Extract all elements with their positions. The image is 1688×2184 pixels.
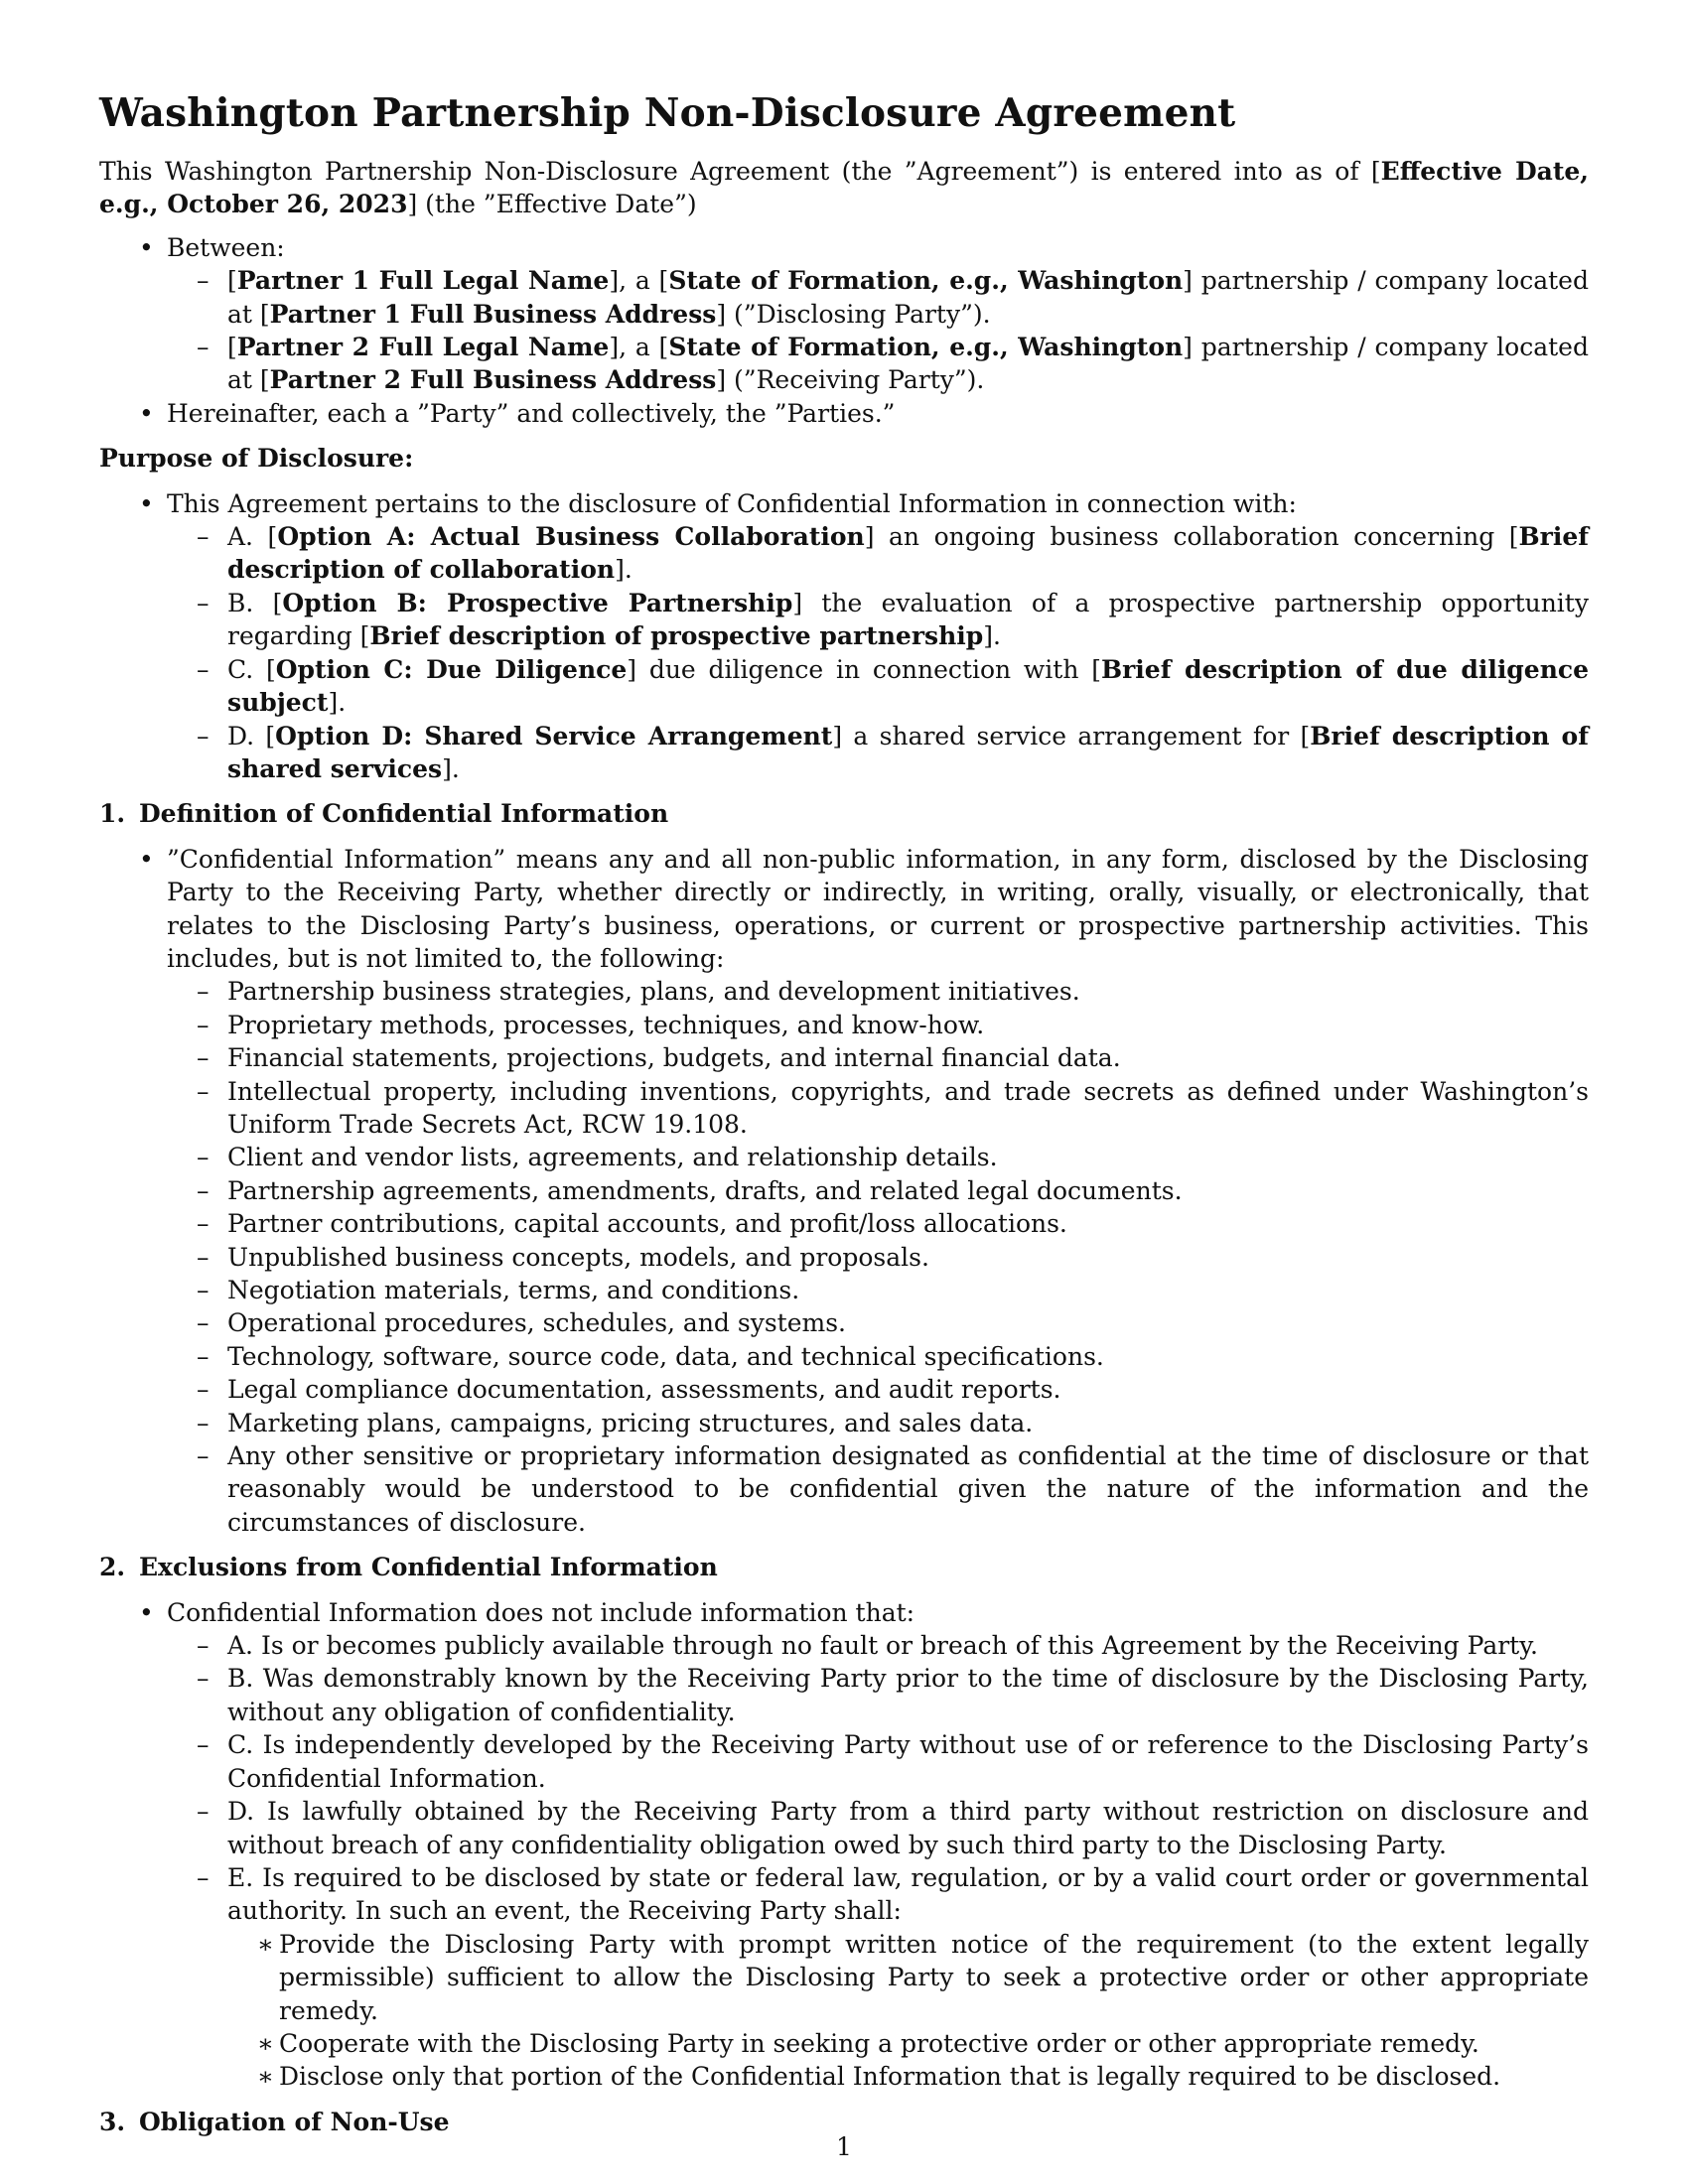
parties-sublist xyxy=(99,264,1589,397)
option-c-end: ]. xyxy=(328,688,347,718)
disclosure-step: ∗ Provide the Disclosing Party with prompt written notice of the requirement (to the extent legally permissible) sufficient to allow the Disclosing Party to seek a protective order or other appropriate remedy. xyxy=(227,1928,1589,2027)
partner-2-address-placeholder: Partner 2 Full Business Address xyxy=(269,365,717,395)
option-a-prefix: A. [ xyxy=(227,522,278,552)
exclusion-item-text: E. Is required to be disclosed by state or federal law, regulation, or by a valid court order or governmental authority. In such an event, the Receiving Party shall: xyxy=(227,1862,1589,1926)
party-2-item: – [Partner 2 Full Legal Name], a [State of Formation, e.g., Washington] partnership / company located at [Partner 2 Full Business Address] (”Receiving Party”). xyxy=(167,331,1589,397)
section-title: Obligation of Non-Use xyxy=(139,2107,450,2136)
document-page xyxy=(99,85,1589,2150)
option-b-prefix: B. [ xyxy=(227,588,283,617)
section-title: Exclusions from Confidential Information xyxy=(139,1553,718,1582)
party-1-item: – [Partner 1 Full Legal Name], a [State of Formation, e.g., Washington] partnership / company located at [Partner 1 Full Business Address] (”Disclosing Party”). xyxy=(167,264,1589,331)
partner-2-state-placeholder: State of Formation, e.g., Washington xyxy=(668,333,1184,362)
party-1-role: ] (”Disclosing Party”). xyxy=(716,299,991,329)
section-number: 3. xyxy=(99,2107,126,2136)
party-2-text-2: ] partnership / company located at [ xyxy=(227,333,1589,395)
option-c-placeholder: Brief description of due diligence subject xyxy=(227,654,1590,718)
option-d-prefix: D. [ xyxy=(227,721,276,751)
partner-2-name-placeholder: Partner 2 Full Legal Name xyxy=(236,333,610,362)
definition-item: – Legal compliance documentation, assessments, and audit reports. xyxy=(167,1373,1589,1406)
option-d-text: ] a shared service arrangement for [ xyxy=(832,721,1311,751)
option-c-item xyxy=(167,653,1589,720)
definition-item: – Financial statements, projections, budgets, and internal financial data. xyxy=(167,1041,1589,1074)
exclusions-lead: Confidential Information does not include information that: xyxy=(167,1597,915,1627)
option-d-placeholder: Brief description of shared services xyxy=(227,721,1589,783)
partner-1-address-placeholder: Partner 1 Full Business Address xyxy=(269,299,717,329)
exclusion-item: – D. Is lawfully obtained by the Receiving Party from a third party without restriction on disclosure and without breach of any confidentiality obligation owed by such third party to the Disclosing Party. xyxy=(167,1795,1589,1861)
section-1-heading xyxy=(99,797,1589,830)
list-item xyxy=(99,1596,1589,2094)
exclusion-item: – A. Is or becomes publicly available through no fault or breach of this Agreement by the Receiving Party. xyxy=(167,1629,1589,1662)
definition-lead: ”Confidential Information” means any and all non-public information, in any form, disclosed by the Disclosing Party to the Receiving Party, whether directly or indirectly, in writing, orally, visually, or electronically, that relates to the Disclosing Party’s business, operations, or current or prospective partnership activities. This includes, but is not limited to, the following: xyxy=(167,844,1589,973)
partner-1-state-placeholder: State of Formation, e.g., Washington xyxy=(668,266,1184,296)
intro-text: This Washington Partnership Non-Disclosure Agreement (the ”Agreement”) is entered into as of [ xyxy=(99,157,1381,186)
purpose-heading: Purpose of Disclosure: xyxy=(99,444,414,474)
section-title: Definition of Confidential Information xyxy=(139,799,669,829)
definition-item: – Intellectual property, including inventions, copyrights, and trade secrets as defined under Washington’s Uniform Trade Secrets Act, RCW 19.108. xyxy=(167,1075,1589,1142)
partner-1-name-placeholder: Partner 1 Full Legal Name xyxy=(236,266,610,296)
option-a-label: Option A: Actual Business Collaboration xyxy=(277,522,865,552)
disclosure-step: ∗ Disclose only that portion of the Confidential Information that is legally required to be disclosed. xyxy=(227,2060,1589,2093)
disclosure-step: ∗ Cooperate with the Disclosing Party in seeking a protective order or other appropriate remedy. xyxy=(227,2027,1589,2060)
purpose-list xyxy=(99,487,1589,786)
document-title: Washington Partnership Non-Disclosure Agreement xyxy=(99,90,1236,136)
option-a-placeholder: Brief description of collaboration xyxy=(227,522,1590,585)
exclusion-item: – B. Was demonstrably known by the Receiving Party prior to the time of disclosure by the Disclosing Party, without any obligation of confidentiality. xyxy=(167,1662,1589,1728)
intro-text-end: ] (the ”Effective Date”) xyxy=(407,190,697,219)
party-1-text-2: ] partnership / company located at [ xyxy=(227,266,1589,329)
option-d-label: Option D: Shared Service Arrangement xyxy=(275,721,833,751)
list-item xyxy=(99,843,1589,1540)
list-item xyxy=(99,487,1589,786)
legal-disclosure-steps xyxy=(227,1928,1589,2094)
section-2-heading xyxy=(99,1551,1589,1583)
option-b-item xyxy=(167,587,1589,653)
option-b-end: ]. xyxy=(983,621,1001,651)
between-label: Between: xyxy=(167,232,285,262)
option-d-end: ]. xyxy=(442,753,460,783)
purpose-lead: This Agreement pertains to the disclosure of Confidential Information in connection with: xyxy=(167,488,1297,518)
intro-paragraph xyxy=(99,155,1589,221)
hereinafter-item: • Hereinafter, each a ”Party” and collectively, the ”Parties.” xyxy=(99,397,1589,430)
parties-list xyxy=(99,231,1589,430)
option-a-text: ] an ongoing business collaboration concerning [ xyxy=(864,522,1519,552)
option-b-placeholder: Brief description of prospective partnership xyxy=(369,621,984,651)
option-b-label: Option B: Prospective Partnership xyxy=(282,588,793,617)
option-c-text: ] due diligence in connection with [ xyxy=(627,654,1101,684)
party-2-role: ] (”Receiving Party”). xyxy=(716,365,985,395)
definition-item: – Any other sensitive or proprietary information designated as confidential at the time of disclosure or that reasonably would be understood to be confidential given the nature of the information and the circumstances of disclosure. xyxy=(167,1439,1589,1539)
option-c-label: Option C: Due Diligence xyxy=(275,654,628,684)
option-d-item xyxy=(167,720,1589,786)
exclusion-items xyxy=(99,1629,1589,2094)
definition-item: – Negotiation materials, terms, and conditions. xyxy=(167,1274,1589,1306)
definition-item: – Partnership agreements, amendments, drafts, and related legal documents. xyxy=(167,1174,1589,1207)
definition-item: – Proprietary methods, processes, techniques, and know-how. xyxy=(167,1009,1589,1041)
option-a-end: ]. xyxy=(615,555,633,585)
section-number: 1. xyxy=(99,799,126,829)
exclusion-item: – C. Is independently developed by the Receiving Party without use of or reference to the Disclosing Party’s Confidential Information. xyxy=(167,1728,1589,1795)
definition-item: – Operational procedures, schedules, and systems. xyxy=(167,1306,1589,1339)
definition-item: – Client and vendor lists, agreements, and relationship details. xyxy=(167,1141,1589,1173)
section-1-list xyxy=(99,843,1589,1540)
section-number: 2. xyxy=(99,1553,126,1582)
option-a-item xyxy=(167,520,1589,587)
effective-date-placeholder: Effective Date, e.g., October 26, 2023 xyxy=(99,157,1589,219)
definition-item: – Technology, software, source code, data, and technical specifications. xyxy=(167,1340,1589,1373)
option-b-text: ] the evaluation of a prospective partnership opportunity regarding [ xyxy=(227,588,1589,651)
party-2-text: ], a [ xyxy=(609,333,669,362)
definition-item: – Marketing plans, campaigns, pricing structures, and sales data. xyxy=(167,1407,1589,1439)
purpose-options xyxy=(99,520,1589,785)
section-2-list xyxy=(99,1596,1589,2094)
exclusion-item xyxy=(167,1861,1589,2094)
definition-item: – Partnership business strategies, plans, and development initiatives. xyxy=(167,975,1589,1008)
list-item xyxy=(99,231,1589,397)
definition-item: – Partner contributions, capital accounts, and profit/loss allocations. xyxy=(167,1207,1589,1240)
definition-item: – Unpublished business concepts, models, and proposals. xyxy=(167,1241,1589,1274)
page-number: 1 xyxy=(836,2132,852,2161)
definition-items xyxy=(99,975,1589,1539)
option-c-prefix: C. [ xyxy=(227,654,276,684)
party-1-text: ], a [ xyxy=(609,266,669,296)
